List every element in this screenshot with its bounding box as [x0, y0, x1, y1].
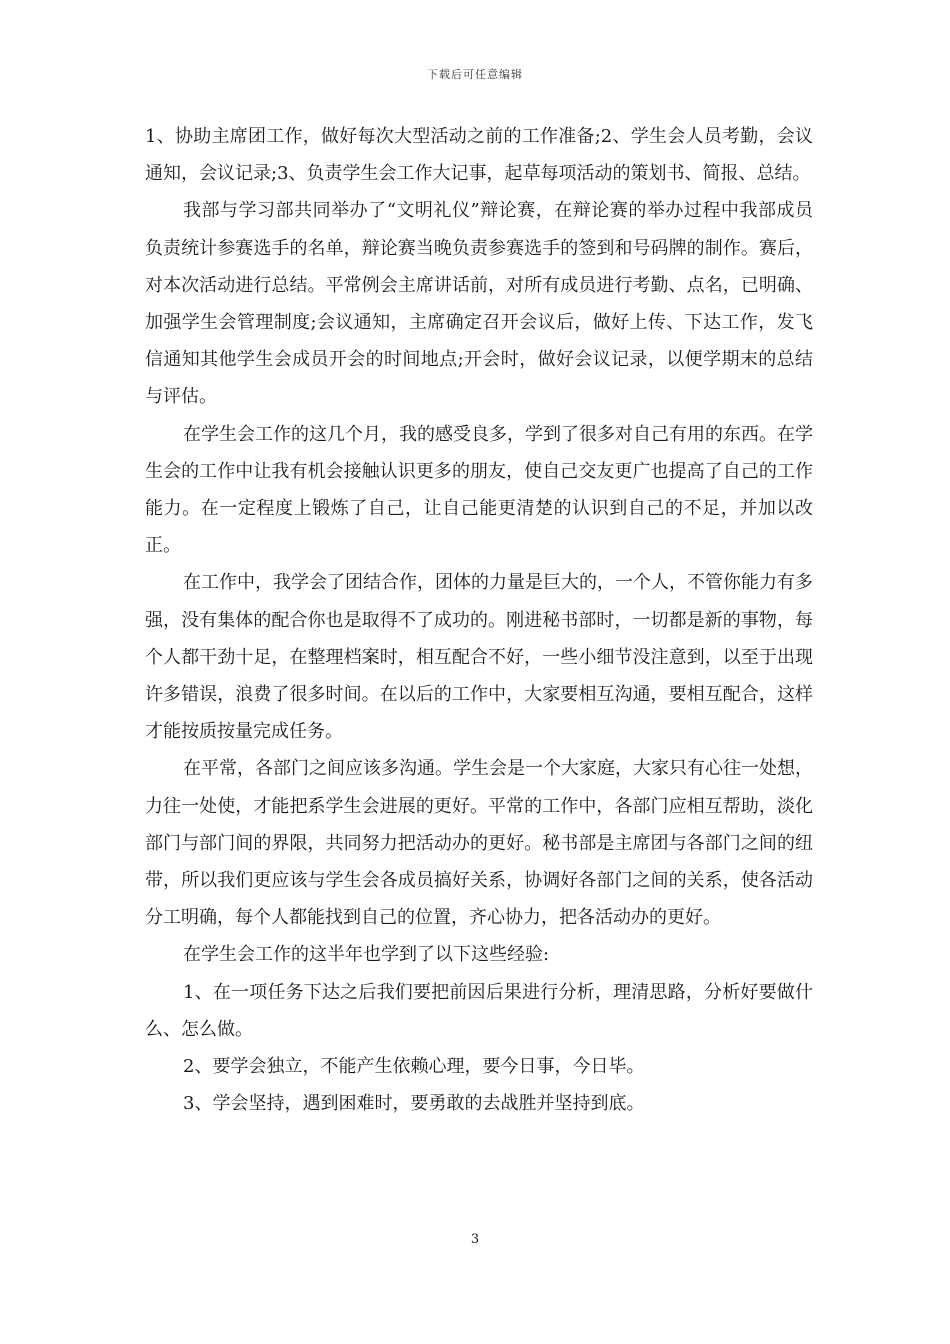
- paragraph-experience-3: 3、学会坚持，遇到困难时，要勇敢的去战胜并坚持到底。: [183, 1093, 645, 1115]
- paragraph-duties: 1、协助主席团工作，做好每次大型活动之前的工作准备;2、学生会人员考勤，会议通知，会议记录;3、负责学生会工作大记事，起草每项活动的策划书、简报、总结。: [145, 126, 813, 185]
- document-body: [145, 118, 813, 1122]
- paragraph-experience-1: 1、在一项任务下达之后我们要把前因后果进行分析，理清思路，分析好要做什么、怎么做。: [145, 981, 813, 1040]
- paragraph-teamwork: 在工作中，我学会了团结合作，团体的力量是巨大的，一个人，不管你能力有多强，没有集体的配合你也是取得不了成功的。刚进秘书部时，一切都是新的事物，每个人都干劲十足，在整理档案时，相互配合不好，一些小细节没注意到，以至于出现许多错误，浪费了很多时间。在以后的工作中，大家要相互沟通，要相互配合，这样才能按质按量完成任务。: [145, 572, 813, 743]
- paragraph-experience-2: 2、要学会独立，不能产生依赖心理，要今日事，今日毕。: [183, 1056, 645, 1078]
- paragraph-experience-intro: 在学生会工作的这半年也学到了以下这些经验:: [183, 944, 550, 966]
- paragraph-communication: 在平常，各部门之间应该多沟通。学生会是一个大家庭，大家只有心往一处想，力往一处使，才能把系学生会进展的更好。平常的工作中，各部门应相互帮助，淡化部门与部门间的界限，共同努力把活动办的更好。秘书部是主席团与各部门之间的纽带，所以我们更应该与学生会各成员搞好关系，协调好各部门之间的关系，使各活动分工明确，每个人都能找到自己的位置，齐心协力，把各活动办的更好。: [145, 758, 813, 929]
- paragraph-feelings: 在学生会工作的这几个月，我的感受良多，学到了很多对自己有用的东西。在学生会的工作中让我有机会接触认识更多的朋友，使自己交友更广也提高了自己的工作能力。在一定程度上锻炼了自己，让自己能更清楚的认识到自己的不足，并加以改正。: [145, 423, 813, 557]
- paragraph-debate: 我部与学习部共同举办了“文明礼仪”辩论赛，在辩论赛的举办过程中我部成员负责统计参赛选手的名单，辩论赛当晚负责参赛选手的签到和号码牌的制作。赛后，对本次活动进行总结。平常例会主席讲话前，对所有成员进行考勤、点名，已明确、加强学生会管理制度;会议通知，主席确定召开会议后，做好上传、下达工作，发飞信通知其他学生会成员开会的时间地点;开会时，做好会议记录，以便学期末的总结与评估。: [145, 200, 813, 408]
- page-number: 3: [470, 1232, 480, 1247]
- page-header-note: 下载后可任意编辑: [427, 68, 523, 81]
